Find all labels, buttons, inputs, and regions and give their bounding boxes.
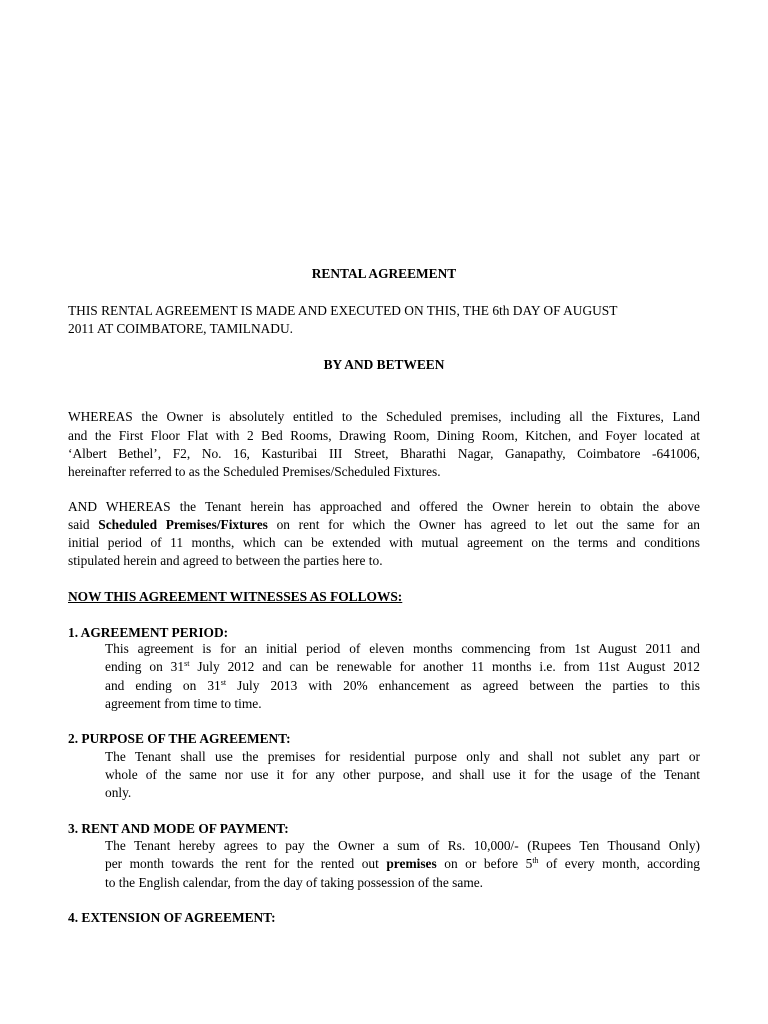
ordinal-suffix: st (220, 678, 227, 687)
whereas-owner-line-1: WHEREAS the Owner is absolutely entitled to the Scheduled premises, including all the Fixtures, Land (68, 409, 700, 424)
section-2-line-3: only. (105, 785, 132, 800)
section-2-heading: 2. PURPOSE OF THE AGREEMENT: (68, 731, 291, 746)
section-1-line-2-end: July 2012 and can be renewable for another 11 months i.e. from 11st August 2012 (189, 659, 700, 674)
document-title: RENTAL AGREEMENT (311, 266, 457, 281)
section-3-line-3: to the English calendar, from the day of taking possession of the same. (105, 875, 484, 890)
section-4-heading: 4. EXTENSION OF AGREEMENT: (68, 910, 276, 925)
section-3-line-2 (105, 855, 700, 873)
whereas-owner-line-4: hereinafter referred to as the Scheduled Premises/Scheduled Fixtures. (68, 464, 441, 479)
ordinal-suffix: st (184, 659, 190, 668)
by-and-between-heading: BY AND BETWEEN (323, 357, 445, 372)
whereas-tenant-line-2 (68, 516, 700, 534)
section-1-line-4: agreement from time to time. (105, 696, 262, 711)
intro-line-1: THIS RENTAL AGREEMENT IS MADE AND EXECUTED ON THIS, THE 6th DAY OF AUGUST (68, 303, 618, 318)
ordinal-suffix: th (532, 856, 539, 865)
intro-line-2: 2011 AT COIMBATORE, TAMILNADU. (68, 321, 293, 336)
section-3-line-2-end: of every month, according (538, 856, 700, 871)
section-2-line-1: The Tenant shall use the premises for residential purpose only and shall not sublet any part or (105, 749, 700, 764)
section-3-line-2-mid: on or before 5 (436, 856, 533, 871)
whereas-tenant-line-4: stipulated herein and agreed to between the parties here to. (68, 553, 383, 568)
scheduled-premises-bold: Scheduled Premises/Fixtures (98, 517, 268, 532)
section-1-line-2 (105, 658, 700, 676)
section-3-line-2-start: per month towards the rent for the rented out (105, 856, 387, 871)
section-1-line-3-end: July 2013 with 20% enhancement as agreed between the parties to this (226, 678, 700, 693)
section-3-line-1: The Tenant hereby agrees to pay the Owner a sum of Rs. 10,000/- (Rupees Ten Thousand Only) (105, 838, 700, 853)
whereas-tenant-line-3: initial period of 11 months, which can be extended with mutual agreement on the terms and conditions (68, 535, 700, 550)
premises-bold: premises (386, 856, 437, 871)
section-2-line-2: whole of the same nor use it for any other purpose, and shall use it for the usage of the Tenant (105, 767, 700, 782)
whereas-owner-line-2: and the First Floor Flat with 2 Bed Rooms, Drawing Room, Dining Room, Kitchen, and Foyer located at (68, 428, 700, 443)
section-1-heading: 1. AGREEMENT PERIOD: (68, 625, 229, 640)
section-1-line-1: This agreement is for an initial period of eleven months commencing from 1st August 2011 and (105, 641, 700, 656)
whereas-owner-line-3: ‘Albert Bethel’, F2, No. 16, Kasturibai III Street, Bharathi Nagar, Ganapathy, Coimbatore -641006, (68, 446, 700, 461)
whereas-tenant-line-1: AND WHEREAS the Tenant herein has approached and offered the Owner herein to obtain the above (68, 499, 700, 514)
whereas-tenant-line-2-end: on rent for which the Owner has agreed to let out the same for an (267, 517, 701, 532)
section-3-heading: 3. RENT AND MODE OF PAYMENT: (68, 821, 289, 836)
section-1-line-2-start: ending on 31 (105, 659, 185, 674)
whereas-tenant-line-2-start: said (68, 517, 99, 532)
section-1-line-3-start: and ending on 31 (105, 678, 221, 693)
witnesses-heading: NOW THIS AGREEMENT WITNESSES AS FOLLOWS: (68, 589, 403, 604)
section-1-line-3 (105, 677, 700, 695)
